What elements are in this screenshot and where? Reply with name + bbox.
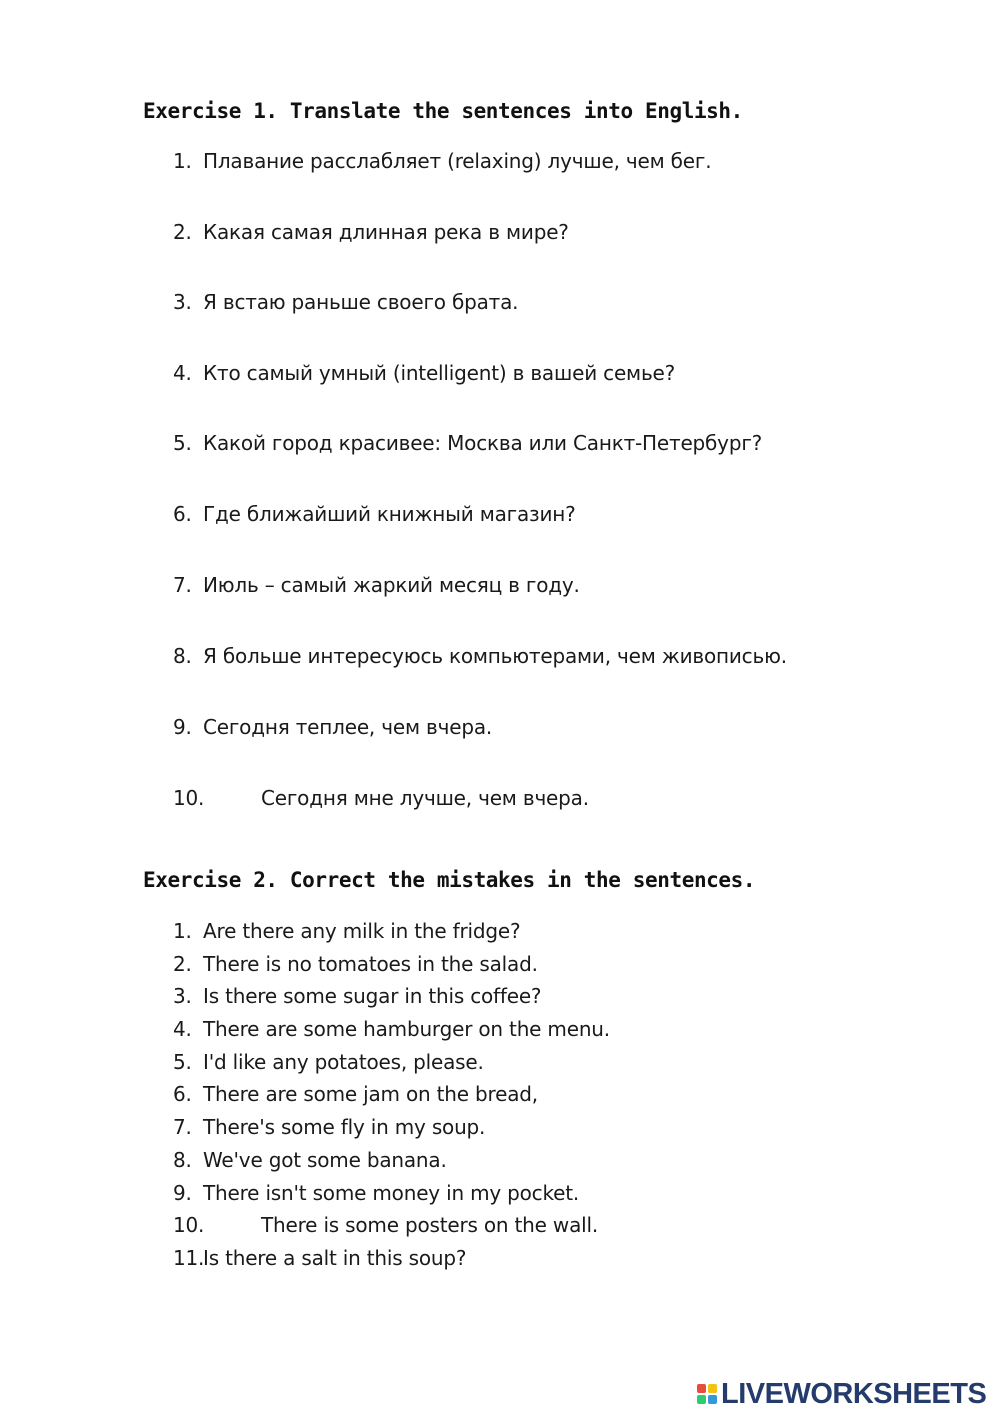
exercise-1-item [173, 148, 711, 174]
item-number: 2. [173, 952, 192, 976]
exercise-1-item [173, 289, 518, 315]
exercise-2-item [173, 1016, 610, 1042]
item-number: 8. [173, 644, 192, 668]
item-text: Какая самая длинная река в мире? [203, 220, 569, 244]
exercise-1-item [173, 785, 589, 811]
exercise-2-item [173, 1114, 485, 1140]
item-number: 5. [173, 431, 192, 455]
item-number: 10. [173, 1213, 205, 1237]
item-number: 4. [173, 1017, 192, 1041]
item-text: Я встаю раньше своего брата. [203, 290, 519, 314]
exercise-2-item [173, 1049, 484, 1075]
item-text: There isn't some money in my pocket. [203, 1181, 580, 1205]
item-text: Какой город красивее: Москва или Санкт-Петербург? [203, 431, 763, 455]
item-text: Кто самый умный (intelligent) в вашей семье? [203, 361, 676, 385]
item-text: Я больше интересуюсь компьютерами, чем живописью. [203, 644, 787, 668]
item-text: There are some hamburger on the menu. [203, 1017, 610, 1041]
item-text: There is some posters on the wall. [261, 1213, 599, 1237]
logo-square-yellow [708, 1384, 717, 1393]
exercise-2-item [173, 951, 538, 977]
item-number: 10. [173, 786, 205, 810]
liveworksheets-logo [697, 1377, 986, 1411]
item-number: 4. [173, 361, 192, 385]
exercise-2-title: Exercise 2. Correct the mistakes in the sentences. [143, 868, 756, 892]
item-number: 7. [173, 1115, 192, 1139]
exercise-1-item [173, 714, 492, 740]
item-number: 2. [173, 220, 192, 244]
exercise-1-title: Exercise 1. Translate the sentences into English. [143, 99, 743, 123]
item-text: There is no tomatoes in the salad. [203, 952, 538, 976]
logo-square-green [697, 1395, 706, 1404]
exercise-2-item [173, 1212, 598, 1238]
item-number: 6. [173, 502, 192, 526]
item-number: 9. [173, 1181, 192, 1205]
item-number: 1. [173, 919, 192, 943]
item-text: Июль – самый жаркий месяц в году. [203, 573, 580, 597]
brand-logo-icon [697, 1384, 717, 1404]
item-number: 8. [173, 1148, 192, 1172]
item-text: I'd like any potatoes, please. [203, 1050, 484, 1074]
exercise-2-item [173, 983, 541, 1009]
exercise-1-item [173, 219, 569, 245]
item-number: 11. [173, 1246, 205, 1270]
item-text: Is there a salt in this soup? [203, 1246, 467, 1270]
item-number: 9. [173, 715, 192, 739]
exercise-2-item [173, 1081, 538, 1107]
item-text: We've got some banana. [203, 1148, 447, 1172]
exercise-2-item [173, 1180, 579, 1206]
item-number: 1. [173, 149, 192, 173]
item-number: 3. [173, 984, 192, 1008]
item-number: 6. [173, 1082, 192, 1106]
item-text: Are there any milk in the fridge? [203, 919, 521, 943]
exercise-1-item [173, 430, 762, 456]
exercise-2-item [173, 1245, 466, 1271]
item-text: Где ближайший книжный магазин? [203, 502, 576, 526]
exercise-2-item [173, 918, 520, 944]
logo-square-blue [708, 1395, 717, 1404]
item-number: 5. [173, 1050, 192, 1074]
item-text: Is there some sugar in this coffee? [203, 984, 542, 1008]
item-text: Сегодня мне лучше, чем вчера. [261, 786, 589, 810]
item-number: 7. [173, 573, 192, 597]
exercise-2-item [173, 1147, 447, 1173]
exercise-1-item [173, 501, 576, 527]
item-number: 3. [173, 290, 192, 314]
exercise-1-item [173, 643, 787, 669]
exercise-1-item [173, 360, 675, 386]
item-text: There are some jam on the bread, [203, 1082, 538, 1106]
brand-name: LIVEWORKSHEETS [721, 1377, 987, 1410]
item-text: Плавание расслабляет (relaxing) лучше, чем бег. [203, 149, 712, 173]
logo-square-red [697, 1384, 706, 1393]
exercise-1-item [173, 572, 580, 598]
item-text: Сегодня теплее, чем вчера. [203, 715, 493, 739]
item-text: There's some fly in my soup. [203, 1115, 486, 1139]
